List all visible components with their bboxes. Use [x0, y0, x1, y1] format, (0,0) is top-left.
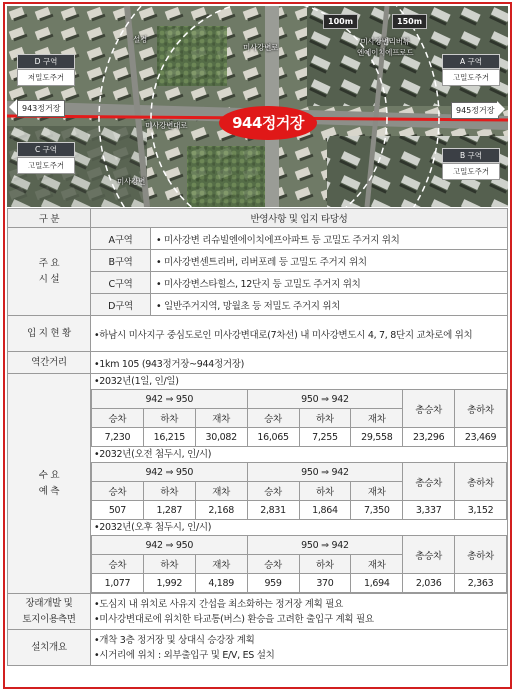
future-label — [8, 594, 91, 630]
zone-c-text: • 미사강변스타힐스, 12단지 등 고밀도 주거지 위치 — [151, 272, 508, 294]
col-load: 재차 — [195, 555, 247, 574]
future-label-line1: 장래개발 및 — [25, 598, 73, 610]
demand-value-row — [92, 501, 507, 520]
zone-b-desc: 고밀도주거 — [442, 163, 500, 180]
location-text: •하남시 미사지구 중심도로인 미사강변대로(7차선) 내 미사강변도시 4, 7, 8단지 교차로에 위치 — [91, 316, 508, 352]
zone-a-title: A 구역 — [442, 54, 500, 69]
facility-label-line1: 주 요 — [38, 258, 60, 270]
col-alight: 하차 — [143, 409, 195, 428]
future-line2: •미사강변대로에 위치한 타교통(버스) 환승을 고려한 출입구 계획 필요 — [94, 613, 374, 625]
value-cell: 1,864 — [299, 501, 351, 520]
install-label: 설치개요 — [8, 630, 91, 666]
col-board: 승차 — [247, 482, 299, 501]
demand-row — [8, 374, 508, 594]
value-cell: 3,152 — [455, 501, 507, 520]
right-arrow-icon — [497, 101, 505, 117]
value-cell: 16,065 — [247, 428, 299, 447]
value-cell: 2,168 — [195, 501, 247, 520]
col-board: 승차 — [92, 555, 144, 574]
prev-station-tag: 943정거장 — [17, 100, 65, 117]
future-row — [8, 594, 508, 630]
value-cell: 507 — [92, 501, 144, 520]
zone-d-box — [17, 54, 75, 86]
col-load: 재차 — [351, 409, 403, 428]
dir-950-942: 950 ⇒ 942 — [247, 463, 403, 482]
zone-b-cell: B구역 — [91, 250, 151, 272]
distance-text: •1km 105 (943정거장~944정거장) — [91, 352, 508, 374]
value-cell: 1,287 — [143, 501, 195, 520]
col-total-board: 총승차 — [403, 463, 455, 501]
zone-d-text: • 일반주거지역, 망월초 등 저밀도 주거지 위치 — [151, 294, 508, 316]
demand-label — [8, 374, 91, 594]
future-label-line2: 토지이용측면 — [22, 613, 76, 625]
col-alight: 하차 — [299, 409, 351, 428]
value-cell: 1,077 — [92, 574, 144, 593]
col-alight: 하차 — [299, 482, 351, 501]
value-cell: 370 — [299, 574, 351, 593]
place-label-top-left: 설경 — [133, 35, 148, 44]
header-content: 반영사항 및 입지 타당성 — [91, 209, 508, 228]
value-cell: 7,350 — [351, 501, 403, 520]
zone-c-cell: C구역 — [91, 272, 151, 294]
location-label: 입 지 현 황 — [8, 316, 91, 352]
station-944-badge: 944정거장 — [219, 106, 317, 140]
dir-942-950: 942 ⇒ 950 — [92, 390, 248, 409]
install-content — [91, 630, 508, 666]
demand-label-line1: 수 요 — [38, 470, 60, 482]
zone-b-title: B 구역 — [442, 148, 500, 163]
demand-note-am: •2032년(오전 첨두시, 인/시) — [94, 449, 212, 460]
left-arrow-icon — [9, 99, 17, 115]
zone-c-desc: 고밀도주거 — [17, 157, 75, 174]
value-cell: 23,469 — [455, 428, 507, 447]
demand-table-daily — [91, 389, 507, 447]
demand-note-pm: •2032년(오후 첨두시, 인/시) — [94, 522, 212, 533]
install-line1: •개착 3층 정거장 및 상대식 승강장 계획 — [94, 634, 255, 646]
place-label-bottom: 미사강변 — [117, 177, 146, 186]
demand-note-daily: •2032년(1일, 인/일) — [94, 376, 179, 387]
value-cell: 3,337 — [403, 501, 455, 520]
zone-b-text: • 미사강변센트리버, 리버포레 등 고밀도 주거지 위치 — [151, 250, 508, 272]
dir-950-942: 950 ⇒ 942 — [247, 390, 403, 409]
col-total-board: 총승차 — [403, 536, 455, 574]
future-content — [91, 594, 508, 630]
col-load: 재차 — [195, 482, 247, 501]
install-line2: •시거리에 위치 : 외부출입구 및 E/V, ES 설치 — [94, 649, 275, 661]
future-line1: •도심지 내 위치로 사유지 간섭을 최소화하는 정거장 계획 필요 — [94, 598, 343, 610]
col-total-alight: 총하차 — [455, 463, 507, 501]
station-info-table — [7, 208, 508, 666]
value-cell: 23,296 — [403, 428, 455, 447]
zone-a-desc: 고밀도주거 — [442, 69, 500, 86]
value-cell: 29,558 — [351, 428, 403, 447]
distance-label: 역간거리 — [8, 352, 91, 374]
col-total-alight: 총하차 — [455, 536, 507, 574]
zone-c-box — [17, 142, 75, 174]
col-total-board: 총승차 — [403, 390, 455, 428]
col-load: 재차 — [351, 555, 403, 574]
col-total-alight: 총하차 — [455, 390, 507, 428]
value-cell: 2,831 — [247, 501, 299, 520]
distance-row — [8, 352, 508, 374]
col-load: 재차 — [195, 409, 247, 428]
header-category: 구 분 — [8, 209, 91, 228]
value-cell: 1,694 — [351, 574, 403, 593]
dir-942-950: 942 ⇒ 950 — [92, 536, 248, 555]
zone-d-title: D 구역 — [17, 54, 75, 69]
demand-value-row — [92, 428, 507, 447]
col-board: 승차 — [247, 409, 299, 428]
facility-label-line2: 시 설 — [38, 273, 60, 285]
place-label-top-mid: 미사강변로 — [243, 43, 279, 52]
demand-dir-row — [92, 536, 507, 555]
demand-table-am — [91, 462, 507, 520]
value-cell: 7,255 — [299, 428, 351, 447]
zone-a-box — [442, 54, 500, 86]
demand-table-pm — [91, 535, 507, 593]
aerial-map — [7, 6, 508, 207]
col-board: 승차 — [92, 482, 144, 501]
zone-b-box — [442, 148, 500, 180]
next-station-tag: 945정거장 — [451, 102, 499, 119]
zone-c-title: C 구역 — [17, 142, 75, 157]
distance-100m-label: 100m — [323, 14, 358, 29]
demand-dir-row — [92, 463, 507, 482]
table-header-row — [8, 209, 508, 228]
place-label-top-right: 미사강변리버뷰 엔에이치에프로드 — [357, 37, 414, 57]
col-alight: 하차 — [143, 482, 195, 501]
demand-content — [91, 374, 508, 594]
facility-row — [8, 228, 508, 250]
col-alight: 하차 — [143, 555, 195, 574]
demand-label-line2: 예 측 — [38, 485, 60, 497]
col-alight: 하차 — [299, 555, 351, 574]
zone-a-text: • 미사강변 리슈빌엔에이치에프아파트 등 고밀도 주거지 위치 — [151, 228, 508, 250]
road-label: 미사강변대로 — [145, 121, 188, 130]
value-cell: 4,189 — [195, 574, 247, 593]
document-frame — [3, 2, 512, 689]
value-cell: 2,036 — [403, 574, 455, 593]
col-board: 승차 — [247, 555, 299, 574]
facility-label — [8, 228, 91, 316]
location-row — [8, 316, 508, 352]
zone-a-cell: A구역 — [91, 228, 151, 250]
install-row — [8, 630, 508, 666]
demand-value-row — [92, 574, 507, 593]
dir-942-950: 942 ⇒ 950 — [92, 463, 248, 482]
value-cell: 959 — [247, 574, 299, 593]
distance-150m-label: 150m — [392, 14, 427, 29]
dir-950-942: 950 ⇒ 942 — [247, 536, 403, 555]
zone-d-cell: D구역 — [91, 294, 151, 316]
zone-d-desc: 저밀도주거 — [17, 69, 75, 86]
demand-dir-row — [92, 390, 507, 409]
col-board: 승차 — [92, 409, 144, 428]
col-load: 재차 — [351, 482, 403, 501]
value-cell: 16,215 — [143, 428, 195, 447]
value-cell: 1,992 — [143, 574, 195, 593]
value-cell: 2,363 — [455, 574, 507, 593]
value-cell: 30,082 — [195, 428, 247, 447]
value-cell: 7,230 — [92, 428, 144, 447]
